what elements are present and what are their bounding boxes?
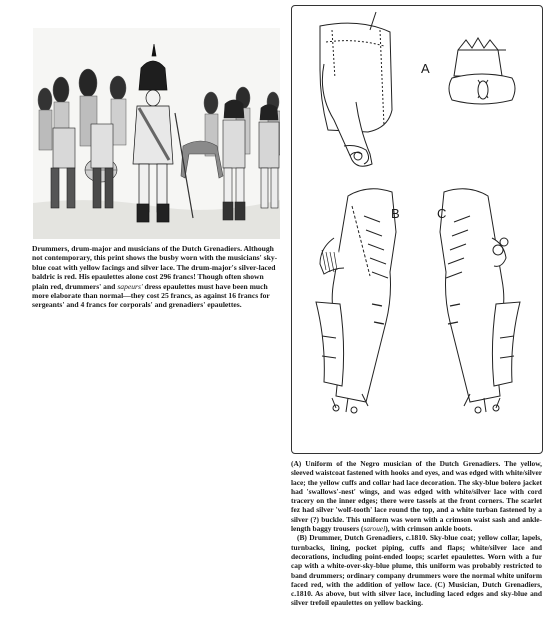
plate-caption-a xyxy=(291,459,542,533)
plate-caption-a-text-2: ), with crimson ankle boots. xyxy=(385,524,473,534)
print-artwork xyxy=(33,28,280,239)
figure-a-fez xyxy=(449,38,515,104)
plate-label-b: B xyxy=(391,206,400,221)
print-caption-text-1: Drummers, drum-major and musicians of the Dutch Grenadiers. Although not contemporary, this print shows the busby worn with the musicians' sky-blue coat with yellow facings and silver lace. The drum-major's silver-laced baldric is red. His epaulettes alone cost 296 francs! Though often shown plain red, drummers' and xyxy=(32,244,278,291)
uniform-line-drawings xyxy=(292,6,542,453)
plate-label-a: A xyxy=(421,61,430,76)
plate-caption-a-text-1: (A) Uniform of the Negro musician of the Dutch Grenadiers. The yellow, sleeved waistcoat fastened with hooks and eyes, and was edged with white/silver lace; the yellow cuffs and collar had lace decoration. The sky-blue bolero jacket had 'swallows'-nest' wings, and was edged with white/silver lace with cord tracery on the inner edges; there were tassels at the front corners. The scarlet fez had silver 'wolf-tooth' lace round the top, and a white turban fastened by a silver (?) buckle. This uniform was worn with a crimson waist sash and ankle-length baggy trousers ( xyxy=(291,459,542,534)
plate-caption xyxy=(291,459,542,608)
plate-label-c: C xyxy=(437,206,447,221)
musicians-print-illustration xyxy=(33,28,280,239)
print-caption xyxy=(32,244,282,310)
print-caption-italic-sapeurs: sapeurs' xyxy=(117,281,143,291)
plate-caption-a-italic: sarouel xyxy=(363,524,386,534)
figure-c-coat xyxy=(440,189,520,413)
figure-b-coat xyxy=(316,189,396,413)
uniform-plate-frame xyxy=(291,5,543,454)
plate-caption-b-c: (B) Drummer, Dutch Grenadiers, c.1810. Sky-blue coat; yellow collar, lapels, turnbacks, lining, pocket piping, cuffs and flaps; white/silver lace and decorations, including point-ended loops; scarlet epaulettes. Worn with a fur cap with a white-over-sky-blue plume, this uniform was probably restricted to band drummers; ordinary company drummers wore the normal white uniform faced red, with the addition of yellow lace. (C) Musician, Dutch Grenadiers, c.1810. As above, but with silver lace, including laced edges and sky-blue and silver trefoil epaulettes on yellow backing. xyxy=(291,533,542,608)
print-caption-text-2: dress epaulettes must have been much more elaborate than normal—they cost 25 francs, as against 16 francs for sergeants' and 4 francs for corporals' and grenadiers' epaulettes. xyxy=(32,281,270,310)
figure-a-jacket xyxy=(320,12,392,166)
